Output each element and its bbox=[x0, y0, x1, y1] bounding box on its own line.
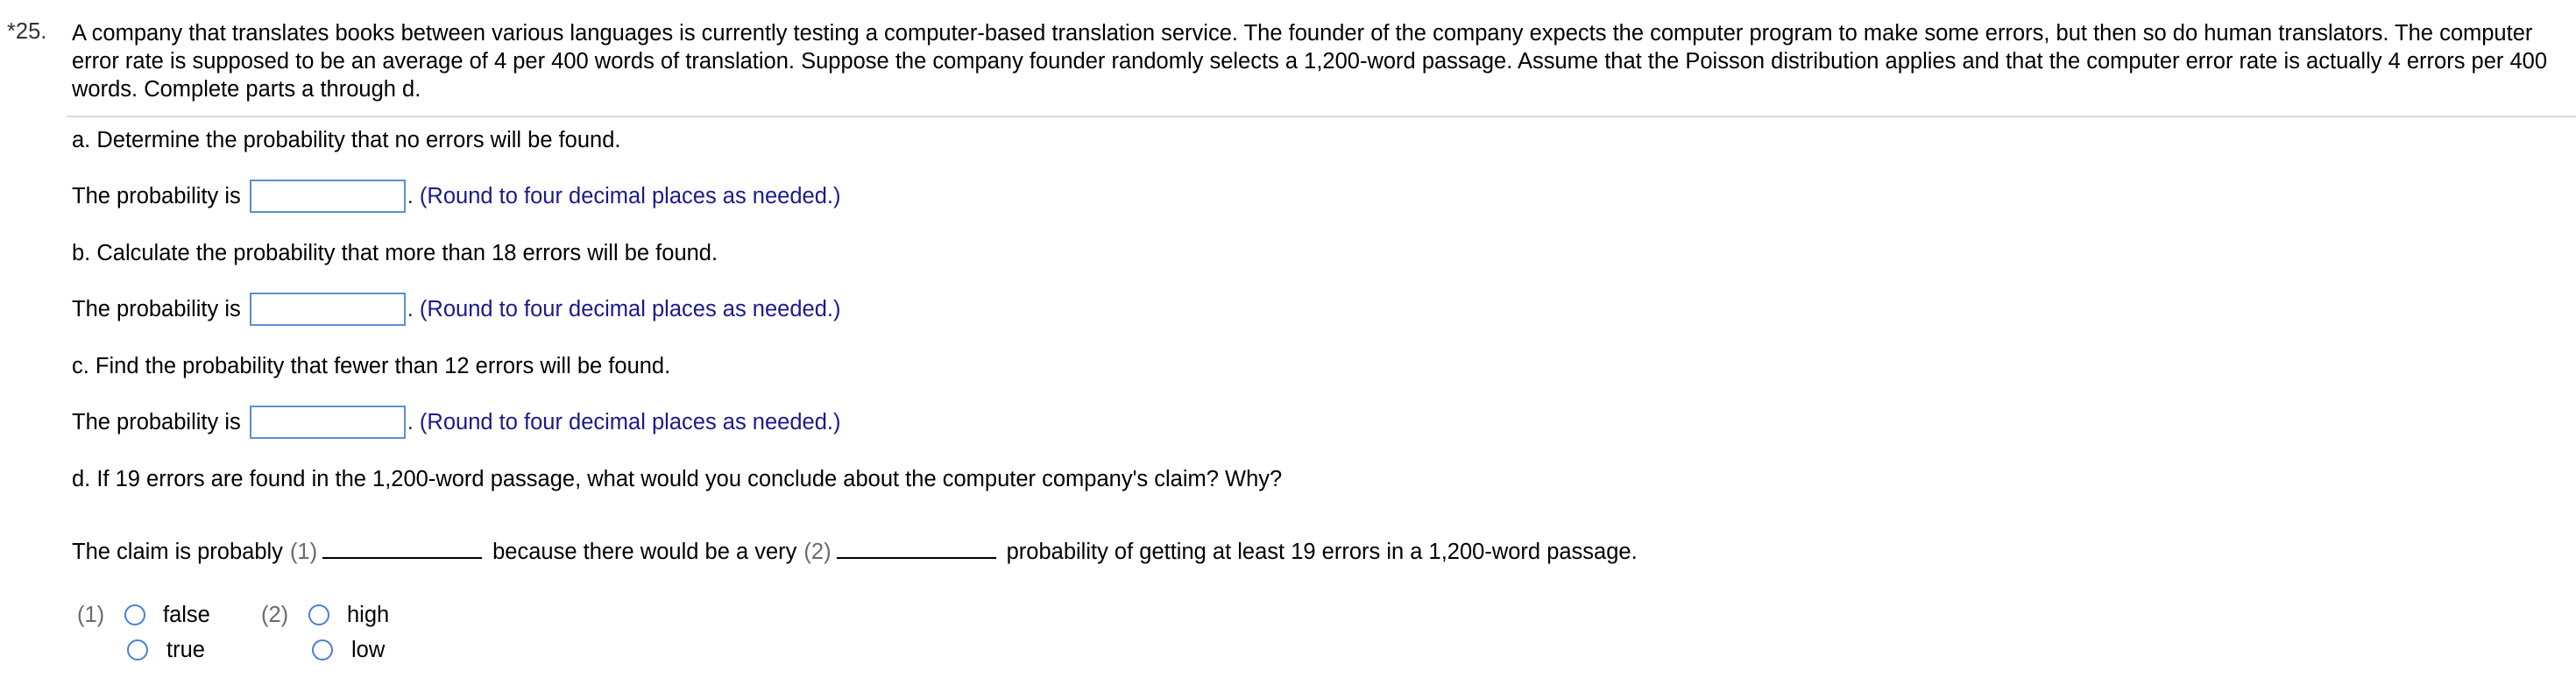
divider bbox=[67, 116, 2576, 117]
blank-1-tag: (1) bbox=[289, 540, 318, 564]
option-false-label[interactable]: false bbox=[163, 603, 210, 627]
part-d-sentence bbox=[72, 540, 1638, 565]
part-c-prompt: c. Find the probability that fewer than 12 errors will be found. bbox=[72, 354, 671, 378]
radio-true[interactable] bbox=[127, 639, 148, 660]
radio-high[interactable] bbox=[308, 604, 329, 625]
answer-prefix: The probability is bbox=[72, 409, 241, 434]
part-d-prompt: d. If 19 errors are found in the 1,200-word passage, what would you conclude about the computer company's claim? Why? bbox=[72, 467, 1283, 491]
part-b-answer-input[interactable] bbox=[250, 293, 406, 326]
radio-low[interactable] bbox=[312, 639, 333, 660]
part-a-answer-input[interactable] bbox=[250, 180, 406, 213]
sentence-start: The claim is probably bbox=[72, 540, 283, 564]
option-high-label[interactable]: high bbox=[347, 603, 390, 627]
part-a-prompt: a. Determine the probability that no errors will be found. bbox=[72, 128, 621, 152]
choice-group-2-label: (2) bbox=[261, 603, 289, 627]
answer-prefix: The probability is bbox=[72, 296, 241, 321]
blank-1[interactable] bbox=[322, 557, 482, 559]
choice-group-1-label: (1) bbox=[77, 603, 105, 627]
rounding-hint: . (Round to four decimal places as needed.) bbox=[407, 296, 841, 321]
part-a-answer-line bbox=[72, 180, 840, 213]
part-b-answer-line bbox=[72, 293, 840, 326]
blank-2[interactable] bbox=[837, 557, 996, 559]
option-low-label[interactable]: low bbox=[351, 638, 386, 662]
rounding-hint: . (Round to four decimal places as needed.) bbox=[407, 183, 841, 208]
sentence-middle: because there would be a very bbox=[492, 540, 797, 564]
part-c-answer-line bbox=[72, 406, 840, 439]
rounding-hint: . (Round to four decimal places as needed.) bbox=[407, 409, 841, 434]
question-number: *25. bbox=[7, 19, 47, 44]
radio-false[interactable] bbox=[124, 604, 145, 625]
answer-prefix: The probability is bbox=[72, 183, 241, 208]
part-c-answer-input[interactable] bbox=[250, 406, 406, 439]
option-true-label[interactable]: true bbox=[166, 638, 205, 662]
question-stem: A company that translates books between various languages is currently testing a computer-based translation service. The founder of the company expects the computer program to make some errors, but then so do human translators. The computer error rate is supposed to be an average of 4 per 400 words of translation. Suppose the company founder randomly selects a 1,200-word passage. Assume that the Poisson distribution applies and that the computer error rate is actually 4 errors per 400 words. Complete parts a through d. bbox=[72, 21, 2548, 102]
sentence-end: probability of getting at least 19 errors in a 1,200-word passage. bbox=[1006, 540, 1638, 564]
part-b-prompt: b. Calculate the probability that more than 18 errors will be found. bbox=[72, 241, 718, 265]
blank-2-tag: (2) bbox=[803, 540, 832, 564]
